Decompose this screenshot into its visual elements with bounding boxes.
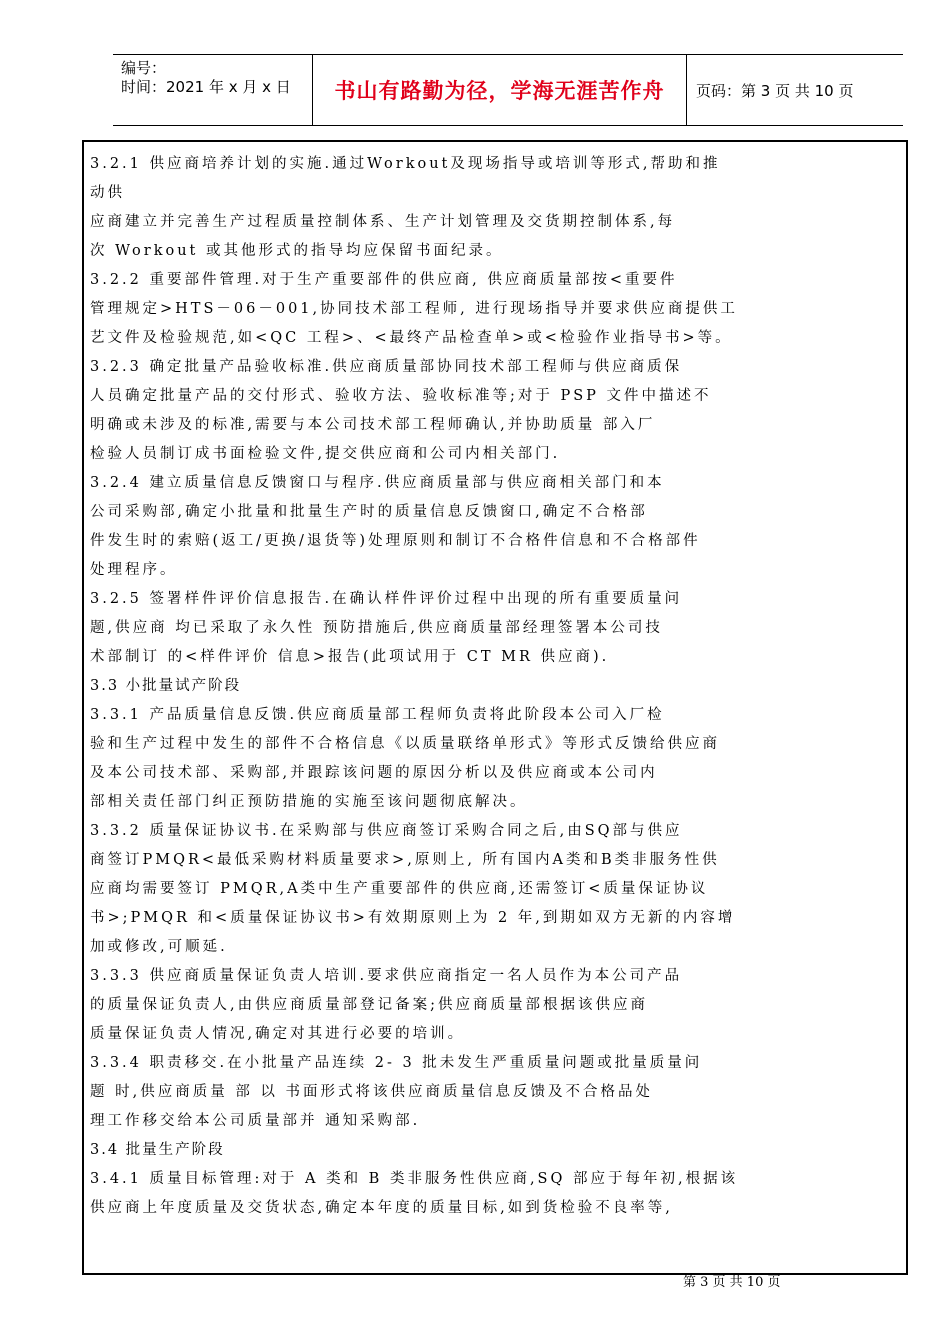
text-line: 供应商上年度质量及交货状态,确定本年度的质量目标,如到货检验不良率等,: [90, 1200, 673, 1216]
text-line: 3.4.1 质量目标管理:对于 A 类和 B 类非服务性供应商,SQ 部应于每年初,根据该: [90, 1171, 739, 1187]
text-line: 加或修改,可顺延.: [90, 939, 228, 955]
header-motto: 书山有路勤为径，学海无涯苦作舟: [334, 79, 665, 103]
text-line: 部相关责任部门纠正预防措施的实施至该问题彻底解决。: [90, 794, 528, 810]
text-line: 3.3 小批量试产阶段: [90, 678, 242, 694]
text-line: 3.2.5 签署样件评价信息报告.在确认样件评价过程中出现的所有重要质量问: [90, 591, 683, 607]
text-line: 理工作移交给本公司质量部并 通知采购部.: [90, 1113, 421, 1129]
text-line: 应商均需要签订 PMQR,A类中生产重要部件的供应商,还需签订<质量保证协议: [90, 881, 709, 897]
text-line: 3.2.4 建立质量信息反馈窗口与程序.供应商质量部与供应商相关部门和本: [90, 475, 665, 491]
text-line: 明确或未涉及的标准,需要与本公司技术部工程师确认,并协助质量 部入厂: [90, 417, 656, 433]
text-line: 3.3.1 产品质量信息反馈.供应商质量部工程师负责将此阶段本公司入厂检: [90, 707, 665, 723]
text-line: 动供: [90, 185, 125, 201]
text-line: 检验人员制订成书面检验文件,提交供应商和公司内相关部门.: [90, 446, 561, 462]
doc-number-label: 编号：: [121, 59, 167, 77]
text-line: 验和生产过程中发生的部件不合格信息《以质量联络单形式》等形式反馈给供应商: [90, 736, 720, 752]
content-box: [82, 140, 908, 1275]
text-line: 管理规定>HTS－06－001,协同技术部工程师, 进行现场指导并要求供应商提供工: [90, 301, 738, 317]
text-line: 次 Workout 或其他形式的指导均应保留书面纪录。: [90, 243, 504, 259]
body-text: [90, 150, 898, 1223]
text-line: 商签订PMQR<最低采购材料质量要求>,原则上, 所有国内A类和B类非服务性供: [90, 852, 720, 868]
text-line: 艺文件及检验规范,如<QC 工程>、<最终产品检查单>或<检验作业指导书>等。: [90, 330, 733, 346]
text-line: 及本公司技术部、采购部,并跟踪该问题的原因分析以及供应商或本公司内: [90, 765, 658, 781]
text-line: 3.3.4 职责移交.在小批量产品连续 2- 3 批未发生严重质量问题或批量质量问: [90, 1055, 703, 1071]
text-line: 3.2.1 供应商培养计划的实施.通过Workout及现场指导或培训等形式,帮助和推: [90, 156, 721, 172]
text-line: 3.2.2 重要部件管理.对于生产重要部件的供应商, 供应商质量部按<重要件: [90, 272, 678, 288]
text-line: 题,供应商 均已采取了永久性 预防措施后,供应商质量部经理签署本公司技: [90, 620, 663, 636]
header-divider: [686, 55, 687, 125]
text-line: 人员确定批量产品的交付形式、验收方法、验收标准等;对于 PSP 文件中描述不: [90, 388, 712, 404]
header-meta: [121, 59, 311, 97]
text-line: 应商建立并完善生产过程质量控制体系、生产计划管理及交货期控制体系,每: [90, 214, 676, 230]
text-line: 公司采购部,确定小批量和批量生产时的质量信息反馈窗口,确定不合格部: [90, 504, 648, 520]
text-line: 件发生时的索赔(返工/更换/退货等)处理原则和制订不合格件信息和不合格部件: [90, 533, 701, 549]
text-line: 书>;PMQR 和<质量保证协议书>有效期原则上为 2 年,到期如双方无新的内容增: [90, 910, 736, 926]
page-footer: 第 3 页 共 10 页: [683, 1275, 781, 1290]
text-line: 3.3.3 供应商质量保证负责人培训.要求供应商指定一名人员作为本公司产品: [90, 968, 683, 984]
text-line: 处理程序。: [90, 562, 178, 578]
text-line: 的质量保证负责人,由供应商质量部登记备案;供应商质量部根据该供应商: [90, 997, 648, 1013]
header-page-info: 页码：第 3 页 共 10 页: [696, 81, 854, 100]
text-line: 题 时,供应商质量 部 以 书面形式将该供应商质量信息反馈及不合格品处: [90, 1084, 654, 1100]
text-line: 3.2.3 确定批量产品验收标准.供应商质量部协同技术部工程师与供应商质保: [90, 359, 683, 375]
text-line: 质量保证负责人情况,确定对其进行必要的培训。: [90, 1026, 466, 1042]
text-line: 3.4 批量生产阶段: [90, 1142, 225, 1158]
text-line: 术部制订 的<样件评价 信息>报告(此项试用于 CT MR 供应商).: [90, 649, 610, 665]
text-line: 3.3.2 质量保证协议书.在采购部与供应商签订采购合同之后,由SQ部与供应: [90, 823, 683, 839]
page-header: [113, 54, 903, 126]
date-label: 时间：2021 年 x 月 x 日: [121, 78, 291, 96]
